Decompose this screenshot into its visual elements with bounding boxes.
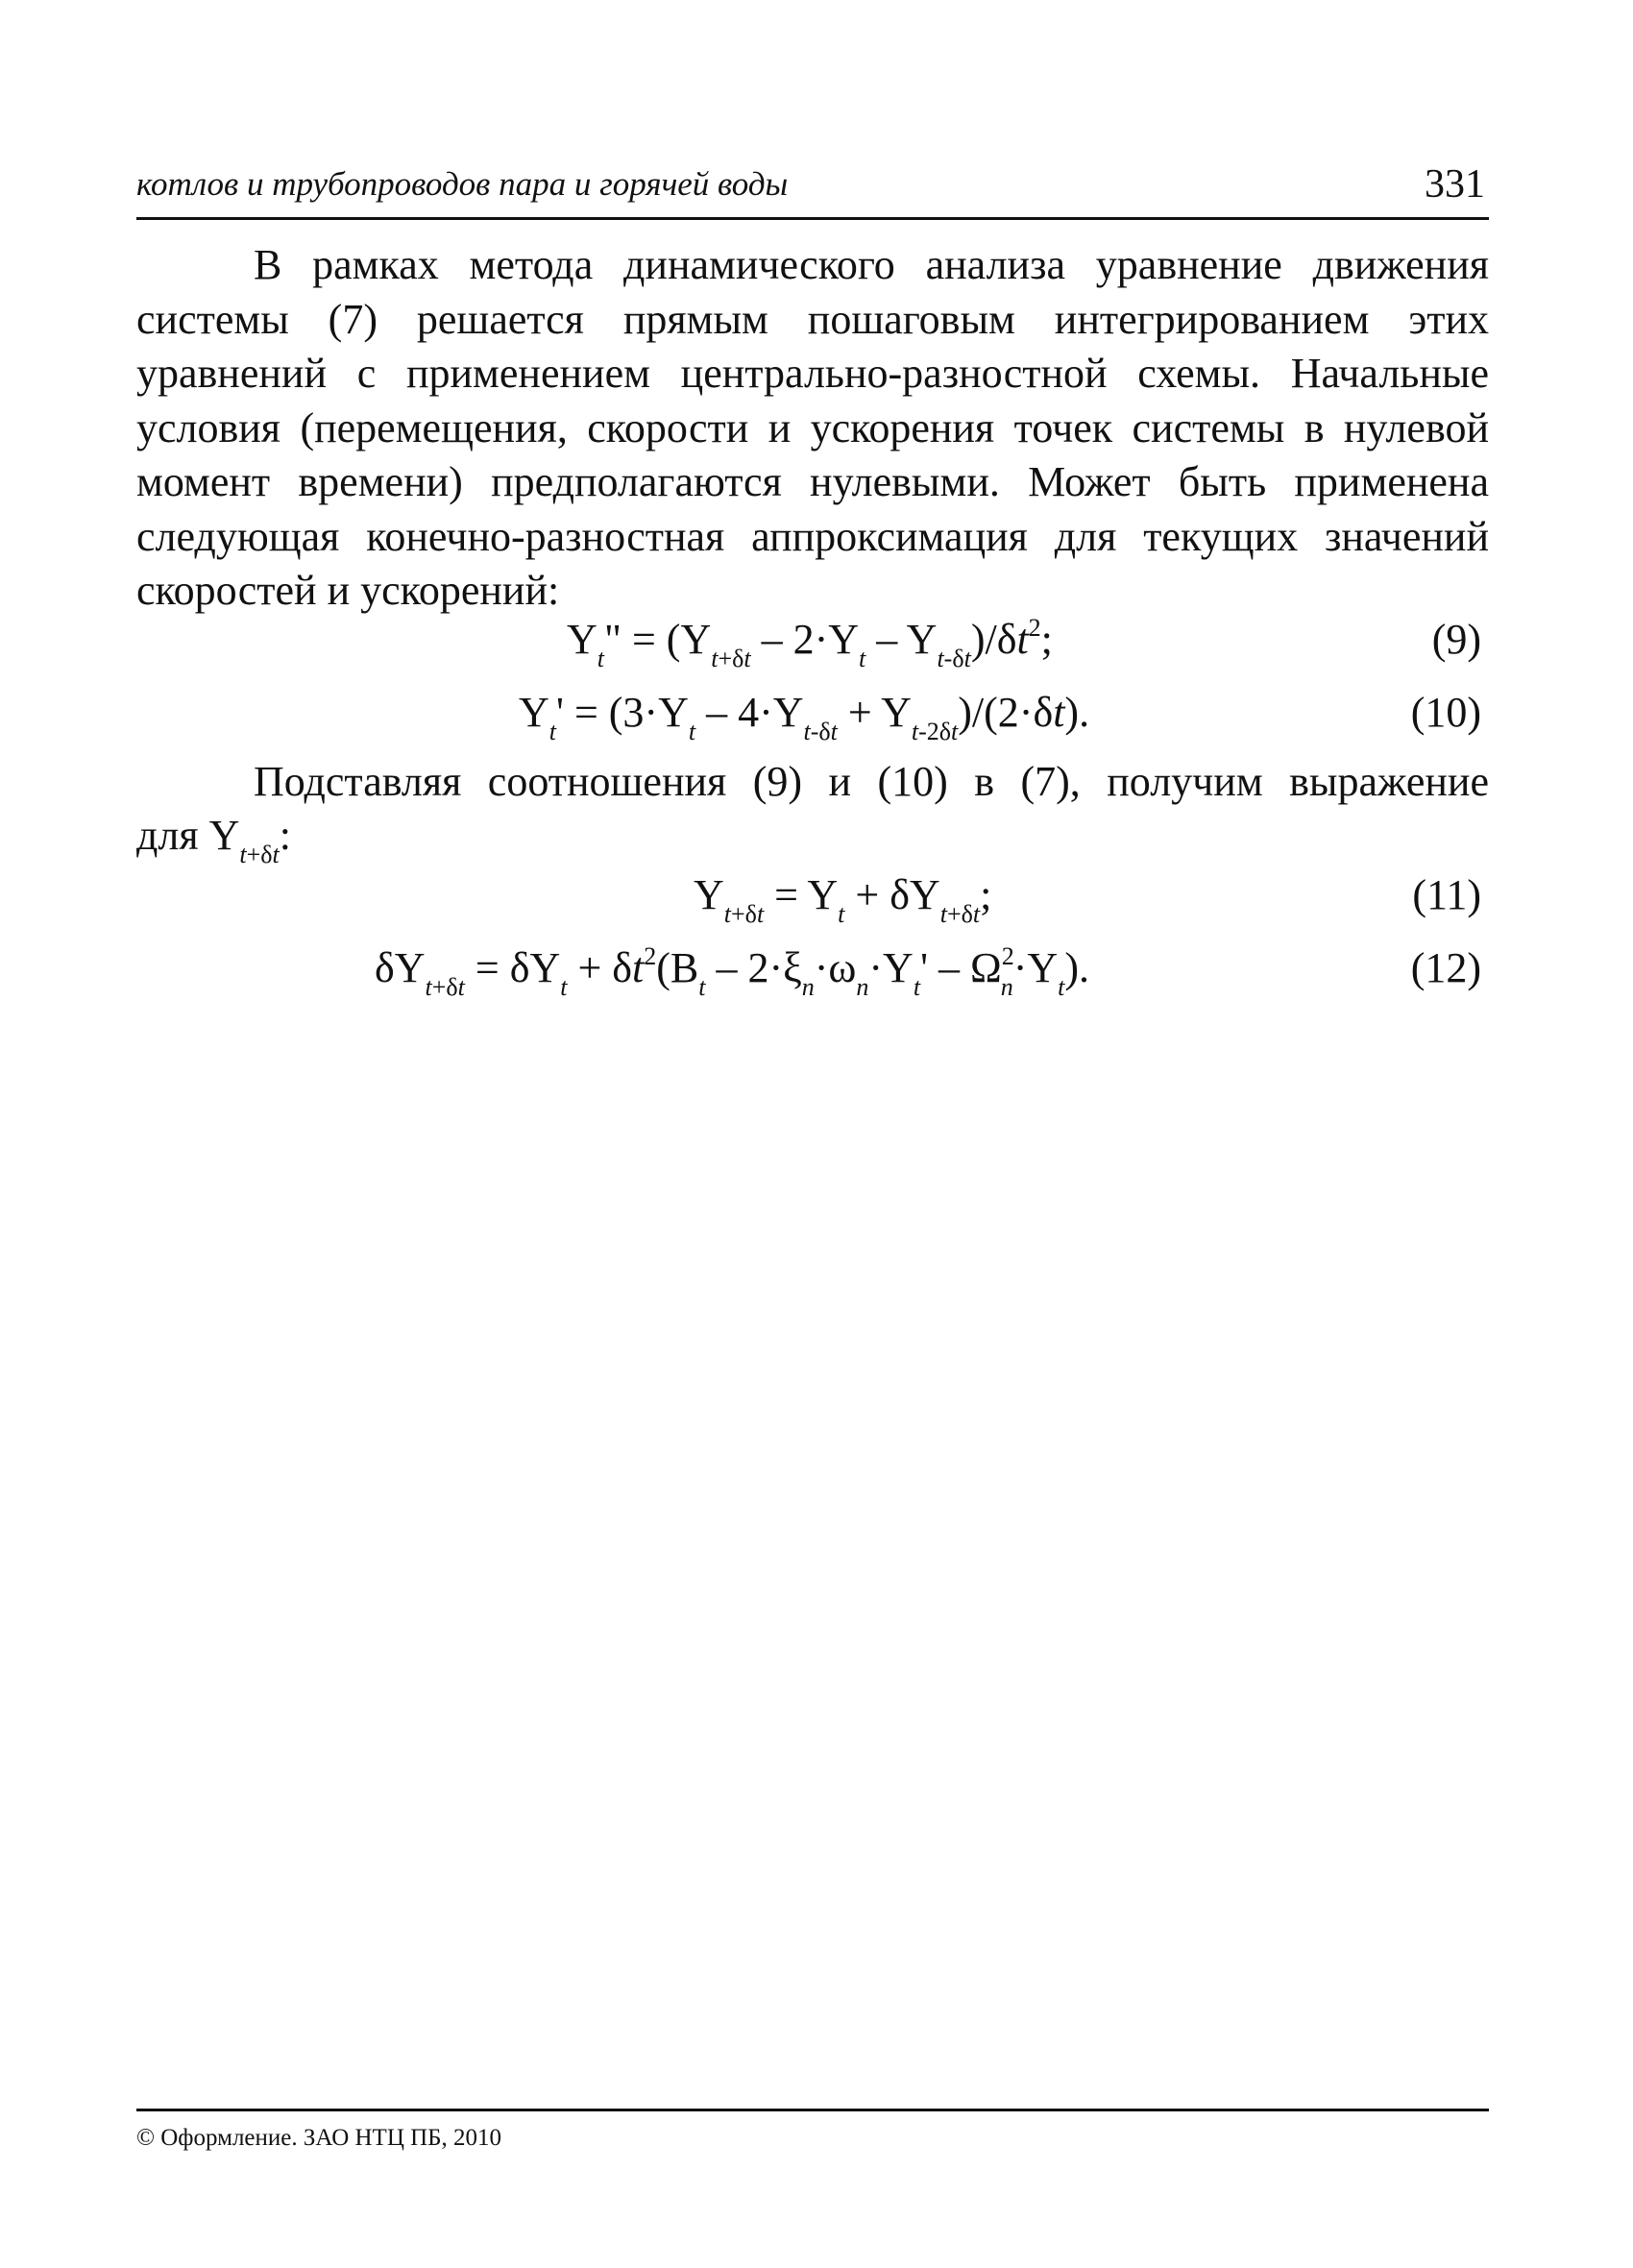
equation-10 — [136, 688, 1489, 745]
equation-9-formula: $Y_t$" = $(Y_{t+\delta t} - 2\cdot Y_t - Y_{t-\delta t})/\delta t^2$; — [567, 614, 1053, 672]
page-number: 331 — [1425, 162, 1485, 207]
paragraph-1-text: В рамках метода динамического анализа уравнение движения системы (7) решается прямым пошаговым интегрированием этих уравнений с применением центрально-разностной схемы. Начальные условия (перемещения, скорости и ускорения точек системы в нулевой момент времени) предполагаются нулевыми. Может быть применена следующая конечно-разностная аппроксимация для текущих значений скоростей и ускорений: — [136, 241, 1489, 614]
page-header — [136, 161, 1489, 220]
equation-9-number: (9) — [1431, 616, 1481, 663]
equation-11 — [136, 870, 1489, 928]
page-footer — [136, 2109, 1489, 2151]
paragraph-2-line-1: Подставляя соотношения (9) и (10) в (7), получим выражение — [254, 758, 1489, 805]
running-title: котлов и трубопроводов пара и горячей воды — [136, 165, 789, 203]
equation-11-number: (11) — [1412, 871, 1481, 918]
equation-9 — [136, 615, 1489, 672]
equation-10-formula: $Y_t' = (3\cdot Y_t - 4\cdot Y_{t-\delta t} + Y_{t-2\delta t})/(2\cdot\delta t)$. — [519, 689, 1090, 745]
paragraph-2 — [136, 755, 1489, 868]
copyright-text: © Оформление. ЗАО НТЦ ПБ, 2010 — [136, 2125, 502, 2151]
paragraph-1 — [136, 238, 1489, 619]
equation-11-formula: $Y_{t+\delta t} = Y_t + \delta Y_{t+\delta t}$; — [694, 871, 992, 928]
paragraph-2-line-2-prefix: для Y — [136, 812, 240, 859]
equation-12-formula: $\delta Y_{t+\delta t} = \delta Y_t + \delta t^2(B_t - 2\cdot\xi_n\cdot\omega_n\cdot Y_t' - \Omega^2_n\cdot Y_t)$. — [375, 942, 1090, 1001]
equation-12-number: (12) — [1410, 944, 1481, 991]
equation-10-number: (10) — [1410, 689, 1481, 736]
paragraph-2-line-2: для $Y_{t+\delta t}$: — [136, 812, 291, 868]
equation-12 — [136, 943, 1489, 1001]
